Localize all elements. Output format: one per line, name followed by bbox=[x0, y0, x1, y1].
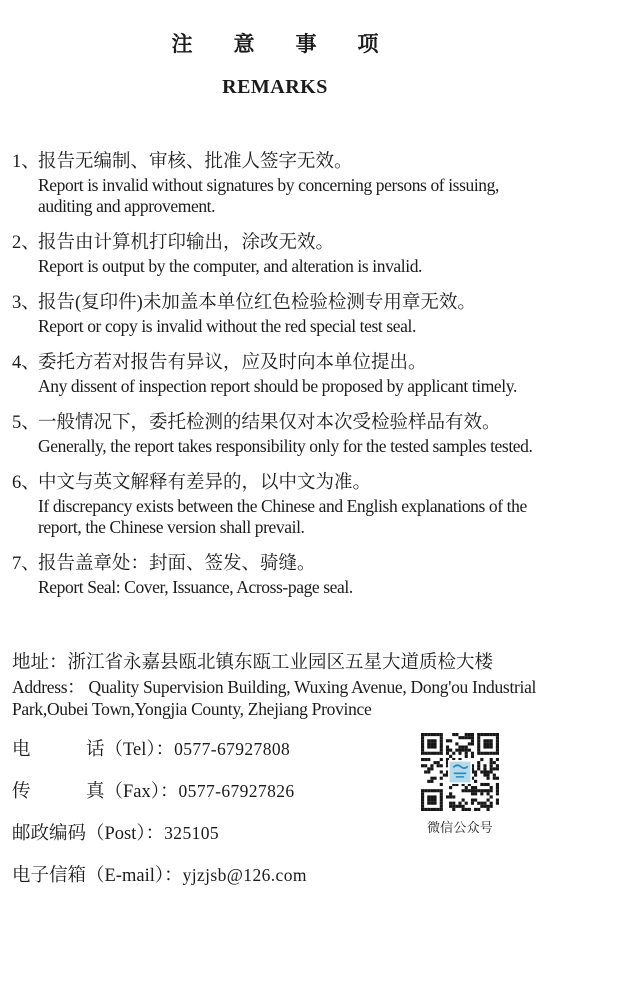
remark-body bbox=[38, 150, 612, 217]
remark-item-4 bbox=[12, 351, 612, 397]
remark-item-3 bbox=[12, 291, 612, 337]
remark-en-line: Generally, the report takes responsibility only for the tested samples tested. bbox=[38, 436, 533, 456]
remark-body bbox=[38, 291, 612, 337]
fax-value: 0577-67927826 bbox=[178, 781, 295, 801]
remark-number: 3、 bbox=[12, 293, 40, 313]
remark-number: 5、 bbox=[12, 413, 40, 433]
contact-row-post bbox=[12, 821, 412, 847]
remark-en-line: If discrepancy exists between the Chinese and English explanations of the bbox=[38, 496, 527, 516]
contact-row-email bbox=[12, 863, 412, 889]
remark-item-6 bbox=[12, 471, 612, 538]
tel-label: 电 话（Tel）： bbox=[12, 740, 175, 760]
remark-item-1 bbox=[12, 150, 612, 217]
email-value: yjzjsb@126.com bbox=[182, 865, 307, 885]
page-title-zh-text: 注意事项 bbox=[171, 32, 420, 56]
remark-item-7 bbox=[12, 552, 612, 598]
tel-value: 0577-67927808 bbox=[174, 739, 291, 759]
fax-label: 传 真（Fax）： bbox=[12, 782, 179, 802]
remark-zh: 报告由计算机打印输出，涂改无效。 bbox=[38, 233, 335, 253]
remark-en-line: report, the Chinese version shall prevail. bbox=[38, 517, 305, 537]
remark-en-line: Report is invalid without signatures by concerning persons of issuing, bbox=[38, 175, 499, 195]
remark-zh: 一般情况下，委托检测的结果仅对本次受检验样品有效。 bbox=[38, 413, 501, 433]
remark-body bbox=[38, 231, 612, 277]
address-block bbox=[12, 651, 612, 720]
remark-en-line: Any dissent of inspection report should be proposed by applicant timely. bbox=[38, 376, 517, 396]
remark-number: 1、 bbox=[12, 152, 40, 172]
page-title-zh bbox=[0, 28, 550, 58]
remark-en-line: auditing and approvement. bbox=[38, 196, 216, 216]
remark-zh: 报告盖章处：封面、签发、骑缝。 bbox=[38, 554, 316, 574]
remark-number: 7、 bbox=[12, 554, 40, 574]
address-en-line: Park,Oubei Town,Yongjia County, Zhejiang Province bbox=[12, 699, 372, 719]
remark-item-2 bbox=[12, 231, 612, 277]
remark-number: 2、 bbox=[12, 233, 40, 253]
remark-en-line: Report Seal: Cover, Issuance, Across-page seal. bbox=[38, 577, 353, 597]
remark-zh: 委托方若对报告有异议，应及时向本单位提出。 bbox=[38, 353, 427, 373]
remark-body bbox=[38, 411, 612, 457]
remark-zh: 报告无编制、审核、批准人签字无效。 bbox=[38, 152, 353, 172]
post-label: 邮政编码（Post）： bbox=[12, 824, 165, 844]
post-value: 325105 bbox=[164, 823, 220, 843]
contact-row-fax bbox=[12, 779, 412, 805]
contact-row-tel bbox=[12, 737, 412, 763]
remark-zh: 中文与英文解释有差异的，以中文为准。 bbox=[38, 473, 372, 493]
remark-body bbox=[38, 471, 612, 538]
remarks-list bbox=[12, 150, 612, 612]
qr-caption: 微信公众号 bbox=[426, 820, 493, 835]
remark-number: 4、 bbox=[12, 353, 40, 373]
remark-item-5 bbox=[12, 411, 612, 457]
remark-number: 6、 bbox=[12, 473, 40, 493]
remark-body bbox=[38, 552, 612, 598]
contact-block bbox=[12, 737, 412, 905]
remark-en-line: Report is output by the computer, and alteration is invalid. bbox=[38, 256, 423, 276]
address-en-line: Address： Quality Supervision Building, Wuxing Avenue, Dong'ou Industrial bbox=[12, 677, 537, 697]
remark-en-line: Report or copy is invalid without the red special test seal. bbox=[38, 316, 416, 336]
qr-code-icon bbox=[421, 733, 499, 811]
remark-zh: 报告(复印件)未加盖本单位红色检验检测专用章无效。 bbox=[38, 293, 476, 313]
wechat-qr-block bbox=[421, 733, 499, 836]
email-label: 电子信箱（E-mail）： bbox=[12, 866, 183, 886]
address-zh: 地址：浙江省永嘉县瓯北镇东瓯工业园区五星大道质检大楼 bbox=[12, 653, 494, 673]
remark-body bbox=[38, 351, 612, 397]
page-title-en: REMARKS bbox=[222, 76, 328, 98]
